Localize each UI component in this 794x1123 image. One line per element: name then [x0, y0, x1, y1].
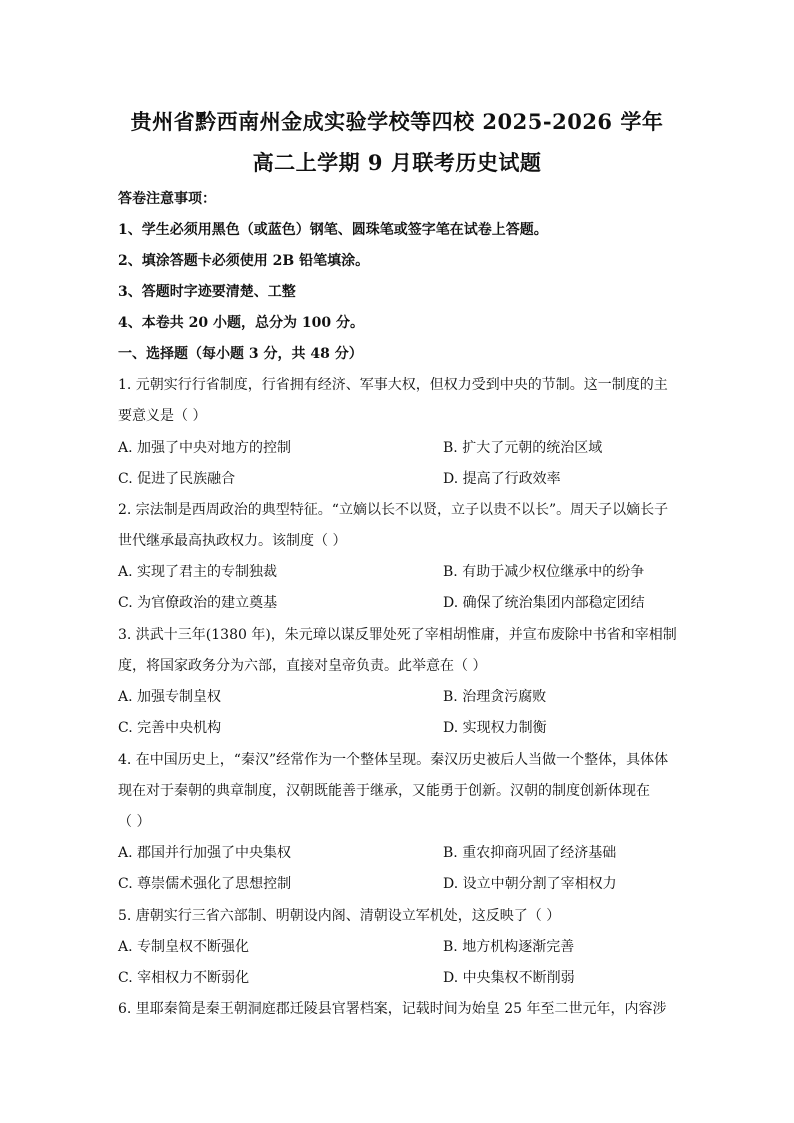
- question-5-option-b: B. 地方机构逐渐完善: [443, 939, 575, 955]
- question-1-option-a: A. 加强了中央对地方的控制: [118, 440, 292, 456]
- question-2-option-a: A. 实现了君主的专制独裁: [118, 564, 278, 580]
- question-1-stem-line1: 1. 元朝实行行省制度，行省拥有经济、军事大权，但权力受到中央的节制。这一制度的主: [118, 377, 668, 393]
- question-4-stem-line3: （ ）: [118, 814, 151, 830]
- notice-item-2: 2、填涂答题卡必须使用 2B 铅笔填涂。: [118, 253, 370, 269]
- question-2-option-d: D. 确保了统治集团内部稳定团结: [443, 595, 645, 611]
- question-4-option-b: B. 重农抑商巩固了经济基础: [443, 845, 617, 861]
- question-3-option-c: C. 完善中央机构: [118, 720, 222, 736]
- question-3-stem-line1: 3. 洪武十三年(1380 年)，朱元璋以谋反罪处死了宰相胡惟庸，并宣布废除中书省和宰相制: [118, 627, 677, 643]
- question-4-stem-line1: 4. 在中国历史上，“秦汉”经常作为一个整体呈现。秦汉历史被后人当做一个整体，具体体: [118, 752, 669, 768]
- question-4-option-d: D. 设立中朝分割了宰相权力: [443, 876, 617, 892]
- question-2-stem-line1: 2. 宗法制是西周政治的典型特征。“立嫡以长不以贤，立子以贵不以长”。周天子以嫡长子: [118, 502, 669, 518]
- question-5-stem-line1: 5. 唐朝实行三省六部制、明朝设内阁、清朝设立军机处，这反映了（ ）: [118, 908, 561, 924]
- notice-item-4: 4、本卷共 20 小题，总分为 100 分。: [118, 315, 364, 331]
- section-heading: 一、选择题（每小题 3 分，共 48 分）: [118, 346, 363, 362]
- notice-item-3: 3、答题时字迹要清楚、工整: [118, 284, 296, 300]
- question-4-option-a: A. 郡国并行加强了中央集权: [118, 845, 292, 861]
- notice-heading: 答卷注意事项：: [118, 191, 216, 207]
- question-3-option-b: B. 治理贪污腐败: [443, 689, 547, 705]
- question-1-option-d: D. 提高了行政效率: [443, 471, 561, 487]
- exam-title-line1: 贵州省黔西南州金成实验学校等四校 2025-2026 学年: [130, 109, 664, 134]
- notice-item-1: 1、学生必须用黑色（或蓝色）钢笔、圆珠笔或签字笔在试卷上答题。: [118, 222, 548, 238]
- question-1-option-b: B. 扩大了元朝的统治区域: [443, 440, 603, 456]
- question-4-stem-line2: 现在对于秦朝的典章制度，汉朝既能善于继承，又能勇于创新。汉朝的制度创新体现在: [118, 783, 650, 799]
- question-2-option-b: B. 有助于减少权位继承中的纷争: [443, 564, 645, 580]
- question-2-stem-line2: 世代继承最高执政权力。该制度（ ）: [118, 533, 347, 549]
- question-5-option-d: D. 中央集权不断削弱: [443, 970, 575, 986]
- question-1-stem-line2: 要意义是（ ）: [118, 408, 207, 424]
- question-1-option-c: C. 促进了民族融合: [118, 471, 236, 487]
- question-4-option-c: C. 尊崇儒术强化了思想控制: [118, 876, 292, 892]
- question-5-option-a: A. 专制皇权不断强化: [118, 939, 250, 955]
- question-5-option-c: C. 宰相权力不断弱化: [118, 970, 250, 986]
- question-3-stem-line2: 度，将国家政务分为六部，直接对皇帝负责。此举意在（ ）: [118, 658, 487, 674]
- exam-title-line2: 高二上学期 9 月联考历史试题: [252, 150, 542, 175]
- question-6-stem-line1: 6. 里耶秦简是秦王朝洞庭郡迁陵县官署档案，记载时间为始皇 25 年至二世元年，内容涉: [118, 1001, 667, 1017]
- question-3-option-a: A. 加强专制皇权: [118, 689, 222, 705]
- question-3-option-d: D. 实现权力制衡: [443, 720, 547, 736]
- question-2-option-c: C. 为官僚政治的建立奠基: [118, 595, 278, 611]
